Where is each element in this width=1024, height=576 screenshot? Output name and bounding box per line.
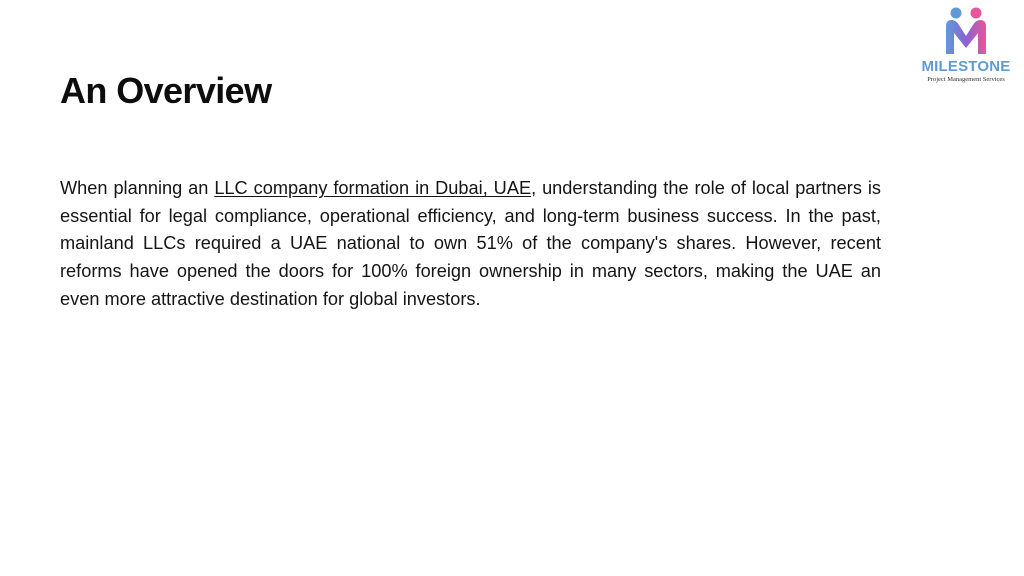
paragraph-rest: , understanding the role of local partners is essential for legal compliance, operational efficiency, and long-term business success. In the past, mainland LLCs required a UAE national to own 51% of the company's shares. However, recent reforms have opened the doors for 100% foreign ownership in many sectors, making the UAE an even more attractive destination for global investors. bbox=[60, 178, 881, 309]
slide-title: An Overview bbox=[60, 70, 272, 111]
logo-tagline: Project Management Services bbox=[927, 76, 1005, 83]
paragraph-intro: When planning an bbox=[60, 178, 215, 198]
logo-wordmark: MILESTONE bbox=[921, 58, 1011, 75]
overview-paragraph bbox=[60, 175, 881, 314]
milestone-logo bbox=[914, 6, 1018, 88]
llc-formation-link[interactable]: LLC company formation in Dubai, UAE bbox=[214, 178, 532, 198]
two-people-m-logo-icon bbox=[942, 6, 990, 56]
